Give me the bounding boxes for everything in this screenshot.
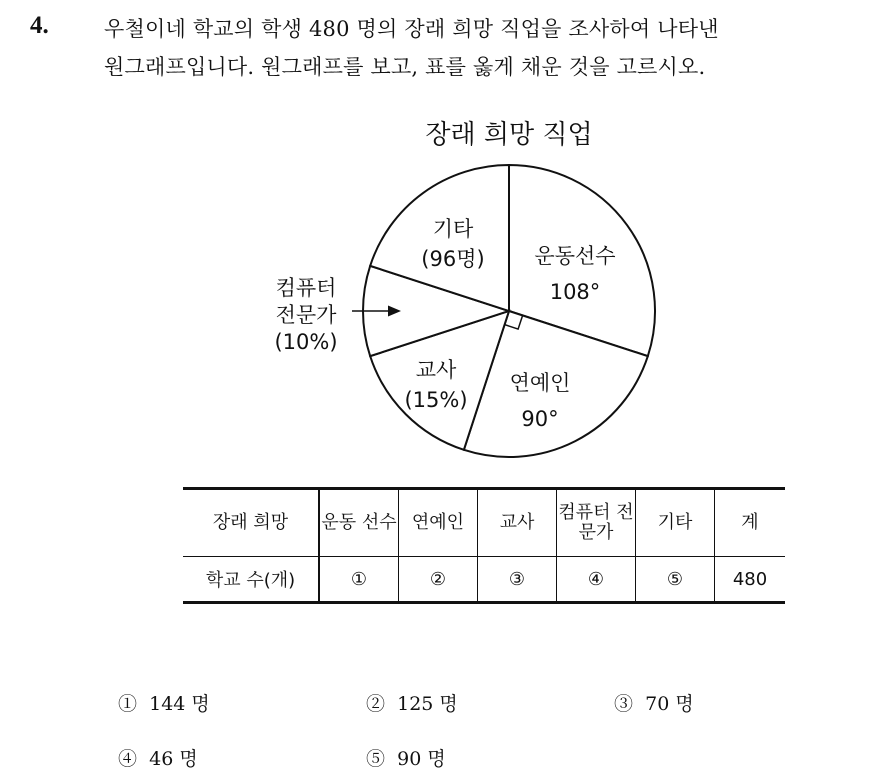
table-cell: ① [319,557,399,603]
table-row-label: 학교 수(개) [183,557,319,603]
pie-slices [363,165,655,457]
slice-label-line: (10%) [274,330,338,354]
answer-text: 90 명 [397,748,446,770]
slice-label-line: 컴퓨터 [275,276,337,300]
answer-marker: ④ [118,748,138,770]
table-cell: ④ [557,557,636,603]
answer-text: 46 명 [149,748,198,770]
table-cell: ③ [478,557,557,603]
table-header-cell: 교사 [478,489,557,557]
answer-marker: ③ [614,693,634,715]
table-cell: ② [399,557,478,603]
table-header-cell: 연예인 [399,489,478,557]
question-line-2: 원그래프입니다. 원그래프를 보고, 표를 옳게 채운 것을 고르시오. [104,55,706,79]
table-cell: 480 [715,557,786,603]
answer-text: 125 명 [397,693,458,715]
table-header-cell: 컴퓨터 전문가 [557,489,636,557]
slice-label-4 [274,276,337,354]
slice-label-line: 교사 [415,358,457,382]
table-header-row [183,489,785,557]
table-header-cell: 장래 희망 [183,489,319,557]
slice-label-line: 기타 [432,217,474,241]
answer-choice-2[interactable] [366,689,458,716]
answer-marker: ⑤ [366,748,386,770]
slice-label-line: 108° [549,280,601,304]
data-table [183,487,785,604]
slice-label-line: 전문가 [275,303,337,327]
answer-choice-4[interactable] [118,744,198,771]
table-header-cell: 계 [715,489,786,557]
question-number: 4. [30,12,49,39]
table-row [183,557,785,603]
table-header-cell: 기타 [636,489,715,557]
answer-marker: ① [118,693,138,715]
chart-title: 장래 희망 직업 [425,120,593,150]
answer-marker: ② [366,693,386,715]
slice-label-line: 연예인 [509,371,571,395]
table-header-cell: 운동 선수 [319,489,399,557]
slice-label-line: 운동선수 [534,244,616,268]
slice-label-line: (15%) [404,388,468,412]
table-cell: ⑤ [636,557,715,603]
answer-choice-3[interactable] [614,689,694,716]
question-line-1: 우철이네 학교의 학생 480 명의 장래 희망 직업을 조사하여 나타낸 [104,17,719,41]
answer-choice-1[interactable] [118,689,210,716]
slice-label-line: 90° [521,407,559,431]
answer-text: 70 명 [645,693,694,715]
slice-label-line: (96명) [421,247,485,271]
answer-text: 144 명 [149,693,210,715]
answer-choice-5[interactable] [366,744,446,771]
